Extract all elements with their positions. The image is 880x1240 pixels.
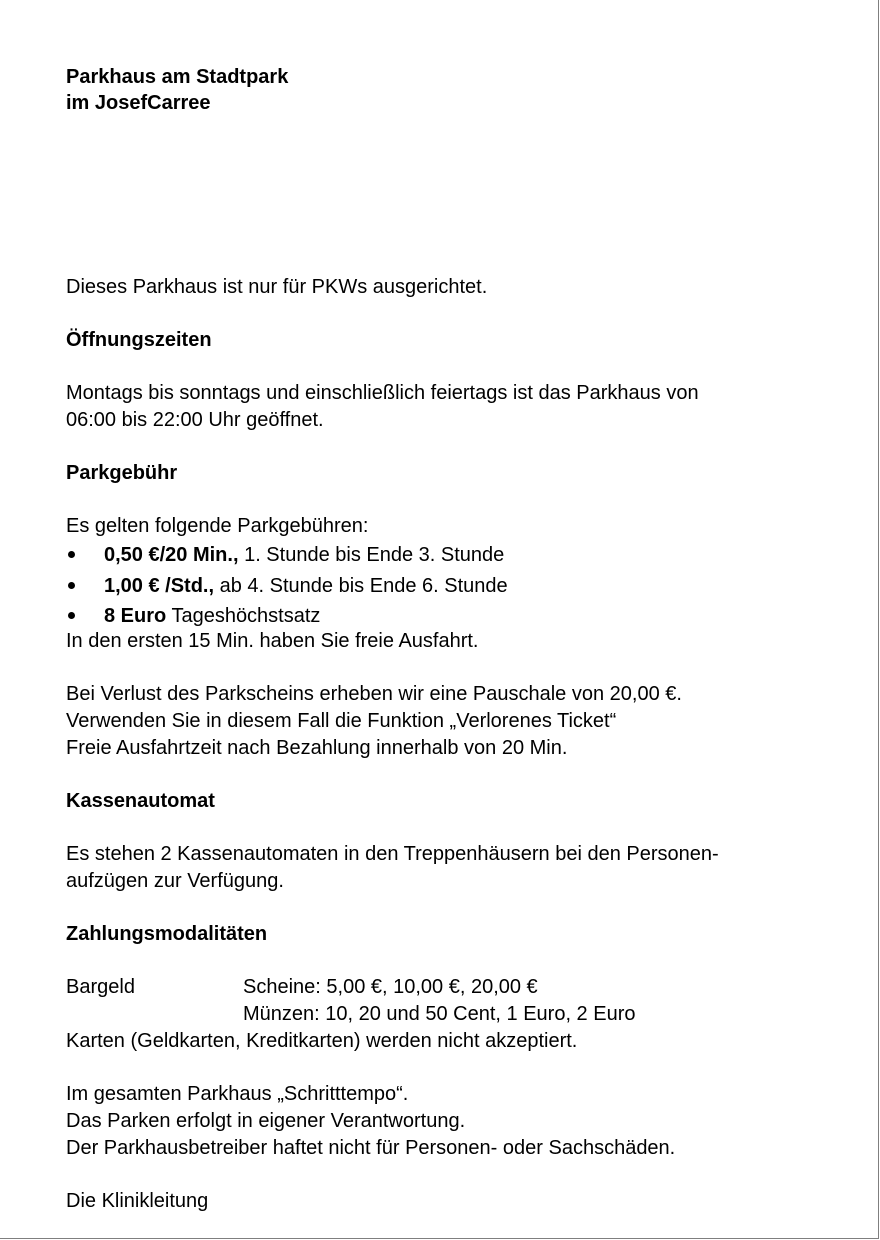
closing-line-3: Der Parkhausbetreiber haftet nicht für Personen- oder Sachschäden. xyxy=(66,1136,676,1159)
machine-heading: Kassenautomat xyxy=(66,789,215,812)
fees-heading: Parkgebühr xyxy=(66,462,178,484)
signature: Die Klinikleitung xyxy=(66,1189,209,1212)
title-line-1: Parkhaus am Stadtpark xyxy=(66,66,289,88)
document-body xyxy=(66,64,856,1215)
lost-ticket-line-1: Bei Verlust des Parkscheins erheben wir eine Pauschale von 20,00 €. xyxy=(66,682,682,705)
cards-text: Karten (Geldkarten, Kreditkarten) werden nicht akzeptiert. xyxy=(66,1029,578,1052)
payment-heading: Zahlungsmodalitäten xyxy=(66,922,268,945)
cash-label: Bargeld xyxy=(66,975,135,998)
fee-list xyxy=(66,540,856,632)
free-exit-text: In den ersten 15 Min. haben Sie freie Ausfahrt. xyxy=(66,629,479,652)
cash-notes: Scheine: 5,00 €, 10,00 €, 20,00 € xyxy=(243,975,538,998)
hours-line-2: 06:00 bis 22:00 Uhr geöffnet. xyxy=(66,409,324,431)
hours-line-1: Montags bis sonntags und einschließlich feiertags ist das Parkhaus von xyxy=(66,382,699,404)
bullet-icon xyxy=(68,612,75,619)
fees-intro: Es gelten folgende Parkgebühren: xyxy=(66,515,369,537)
closing-line-1: Im gesamten Parkhaus „Schritttempo“. xyxy=(66,1082,409,1105)
cash-coins: Münzen: 10, 20 und 50 Cent, 1 Euro, 2 Euro xyxy=(243,1002,636,1025)
hours-heading: Öffnungszeiten xyxy=(66,329,212,351)
fee-item xyxy=(66,540,856,571)
cash-coins-row xyxy=(66,1001,856,1028)
fee-item xyxy=(66,601,856,632)
bullet-icon xyxy=(68,582,75,589)
fee-item-amount: 0,50 €/20 Min., xyxy=(104,544,239,566)
fee-item-text: Tageshöchstsatz xyxy=(166,605,321,627)
cash-notes-row xyxy=(66,974,856,1001)
machine-line-2: aufzügen zur Verfügung. xyxy=(66,869,284,892)
fee-item xyxy=(66,571,856,602)
lost-ticket-line-2: Verwenden Sie in diesem Fall die Funktion „Verlorenes Ticket“ xyxy=(66,709,617,732)
lost-ticket-line-3: Freie Ausfahrtzeit nach Bezahlung innerhalb von 20 Min. xyxy=(66,736,568,759)
bullet-icon xyxy=(68,551,75,558)
fee-item-text: ab 4. Stunde bis Ende 6. Stunde xyxy=(214,574,508,597)
document-title xyxy=(66,64,856,116)
fee-item-text: 1. Stunde bis Ende 3. Stunde xyxy=(238,544,505,566)
closing-line-2: Das Parken erfolgt in eigener Verantwortung. xyxy=(66,1109,466,1132)
title-line-2: im JosefCarree xyxy=(66,92,211,114)
intro-text: Dieses Parkhaus ist nur für PKWs ausgerichtet. xyxy=(66,276,488,298)
fee-item-amount: 8 Euro xyxy=(104,605,167,627)
fee-item-amount: 1,00 € /Std., xyxy=(104,574,215,597)
machine-line-1: Es stehen 2 Kassenautomaten in den Treppenhäusern bei den Personen- xyxy=(66,842,719,865)
